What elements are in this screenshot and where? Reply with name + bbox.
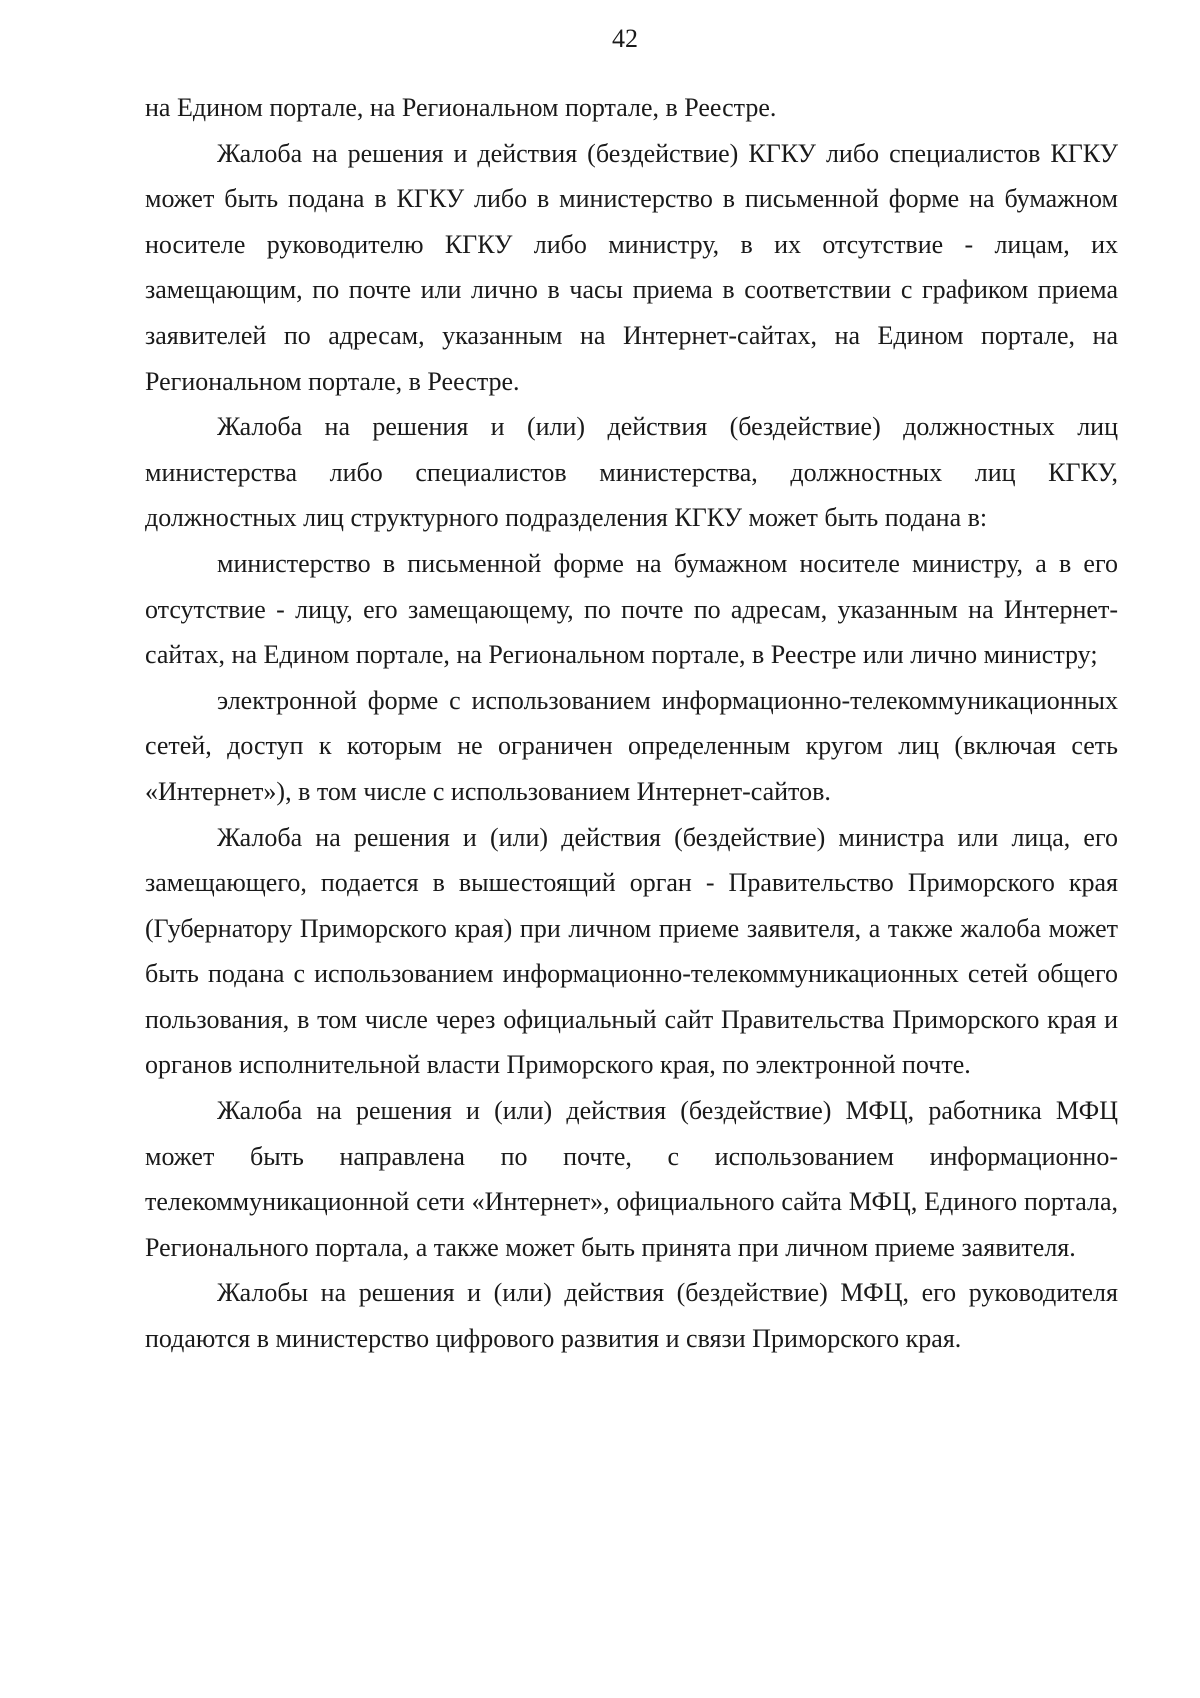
paragraph-electronic-form: электронной форме с использованием информационно-телекоммуникационных сетей, доступ к которым не ограничен определенным кругом лиц (включая сеть «Интернет»), в том числе с использованием Интернет-сайтов. xyxy=(145,685,1118,806)
paragraph-complaint-mfc: Жалоба на решения и (или) действия (бездействие) МФЦ, работника МФЦ может быть направлена по почте, с использованием информационно-телекоммуникационной сети «Интернет», официального сайта МФЦ, Единого портала, Регионального портала, а также может быть принята при личном приеме заявителя. xyxy=(145,1096,1118,1262)
paragraph-complaint-mfc-head: Жалобы на решения и (или) действия (бездействие) МФЦ, его руководителя подаются в министерство цифрового развития и связи Приморского края. xyxy=(145,1278,1118,1354)
paragraph-ministry-written-form: министерство в письменной форме на бумажном носителе министру, а в его отсутствие - лицу, его замещающему, по почте по адресам, указанным на Интернет-сайтах, на Едином портале, на Региональном портале, в Реестре или лично министру; xyxy=(145,548,1118,670)
page-number: 42 xyxy=(612,24,638,53)
paragraph-complaint-minister: Жалоба на решения и (или) действия (бездействие) министра или лица, его замещающего, подается в вышестоящий орган - Правительство Приморского края (Губернатору Приморского края) при личном приеме заявителя, а также жалоба может быть подана с использованием информационно-телекоммуникационных сетей общего пользования, в том числе через официальный сайт Правительства Приморского края и органов исполнительной власти Приморского края, по электронной почте. xyxy=(145,822,1118,1080)
paragraph-continuation: на Едином портале, на Региональном портале, в Реестре. xyxy=(145,93,777,122)
document-body xyxy=(145,85,1118,1362)
paragraph-complaint-kgku: Жалоба на решения и действия (бездействие) КГКУ либо специалистов КГКУ может быть подана в КГКУ либо в министерство в письменной форме на бумажном носителе руководителю КГКУ либо министру, в их отсутствие - лицам, их замещающим, по почте или лично в часы приема в соответствии с графиком приема заявителей по адресам, указанным на Интернет-сайтах, на Едином портале, на Региональном портале, в Реестре. xyxy=(145,138,1118,396)
paragraph-complaint-ministry-officials: Жалоба на решения и (или) действия (бездействие) должностных лиц министерства либо специалистов министерства, должностных лиц КГКУ, должностных лиц структурного подразделения КГКУ может быть подана в: xyxy=(145,412,1118,533)
